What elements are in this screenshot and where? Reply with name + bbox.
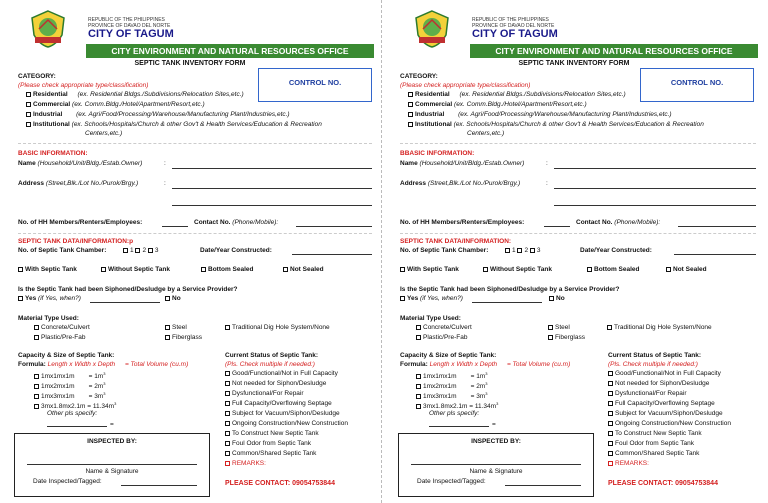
contact-number: PLEASE CONTACT: 09054753844 bbox=[225, 480, 335, 487]
control-number-box[interactable]: CONTROL NO. bbox=[258, 68, 372, 102]
members-label: No. of HH Members/Renters/Employees: bbox=[18, 219, 143, 226]
checkbox[interactable] bbox=[483, 267, 488, 272]
chamber-label: No. of Septic Tank Chamber: bbox=[18, 247, 107, 254]
inspection-box bbox=[398, 433, 594, 497]
category-industrial[interactable]: Industrial (ex. Agri/Food/Processing/Warehouse/Manufacturing Plant/Industries,etc.) bbox=[26, 111, 290, 119]
checkbox[interactable] bbox=[165, 335, 170, 340]
size-2[interactable]: $1mx2mx1m = 2m^3$ bbox=[34, 380, 105, 391]
checkbox[interactable] bbox=[34, 335, 39, 340]
status-item[interactable]: Foul Odor from Septic Tank bbox=[608, 440, 694, 448]
material-fiberglass[interactable]: Fiberglass bbox=[548, 334, 585, 342]
checkbox[interactable] bbox=[225, 381, 230, 386]
material-heading: Material Type Used: bbox=[18, 315, 79, 322]
size-1[interactable]: $1mx1mx1m = 1m^3$ bbox=[34, 370, 105, 381]
material-steel[interactable]: Steel bbox=[548, 324, 570, 332]
category-instruction: (Please check appropriate type/classification) bbox=[400, 82, 531, 89]
option-bottom-sealed[interactable]: Bottom Sealed bbox=[201, 266, 254, 274]
checkbox[interactable] bbox=[408, 102, 413, 107]
address-field[interactable] bbox=[554, 188, 756, 189]
checkbox[interactable] bbox=[408, 122, 413, 127]
checkbox[interactable] bbox=[608, 411, 613, 416]
inspected-heading: INSPECTED BY: bbox=[87, 438, 137, 445]
size-other-label: Other pls specify: bbox=[47, 410, 98, 417]
checkbox[interactable] bbox=[225, 411, 230, 416]
contact-field[interactable] bbox=[296, 226, 372, 227]
signature-field[interactable] bbox=[27, 464, 197, 465]
checkbox[interactable] bbox=[416, 325, 421, 330]
name-colon: : bbox=[546, 160, 548, 167]
members-field[interactable] bbox=[162, 226, 188, 227]
size-1[interactable]: $1mx1mx1m = 1m^3$ bbox=[416, 370, 487, 381]
name-signature-label: Name & Signature bbox=[469, 468, 523, 475]
material-concrete[interactable]: Concrete/Culvert bbox=[416, 324, 472, 332]
option-without-tank[interactable]: Without Septic Tank bbox=[101, 266, 170, 274]
siphon-question: Is the Septic Tank had been Siphoned/Desludge by a Service Provider? bbox=[18, 286, 238, 293]
checkbox[interactable] bbox=[225, 451, 230, 456]
checkbox[interactable] bbox=[416, 394, 421, 399]
checkbox[interactable] bbox=[26, 112, 31, 117]
category-institutional-cont: Centers,etc.) bbox=[467, 130, 505, 137]
status-remarks[interactable]: REMARKS: bbox=[608, 460, 649, 468]
checkbox[interactable] bbox=[225, 401, 230, 406]
category-commercial[interactable]: Commercial (ex. Comm.Bldg./Hotel/Apartment/Resort,etc.) bbox=[408, 101, 587, 109]
name-signature-label: Name & Signature bbox=[85, 468, 139, 475]
checkbox[interactable] bbox=[408, 92, 413, 97]
contact-field[interactable] bbox=[678, 226, 756, 227]
checkbox[interactable] bbox=[26, 102, 31, 107]
inspected-heading: INSPECTED BY: bbox=[471, 438, 521, 445]
material-concrete[interactable]: Concrete/Culvert bbox=[34, 324, 90, 332]
size-3[interactable]: $1mx3mx1m = 3m^3$ bbox=[416, 390, 487, 401]
checkbox[interactable] bbox=[416, 374, 421, 379]
checkbox[interactable] bbox=[135, 248, 140, 253]
checkbox[interactable] bbox=[587, 267, 592, 272]
checkbox[interactable] bbox=[18, 296, 23, 301]
category-instruction: (Please check appropriate type/classification) bbox=[18, 82, 149, 89]
address-colon: : bbox=[546, 180, 548, 187]
checkbox[interactable] bbox=[225, 431, 230, 436]
checkbox[interactable] bbox=[530, 248, 535, 253]
status-item[interactable]: Dysfunctional/For Repair bbox=[225, 390, 304, 398]
checkbox[interactable] bbox=[416, 404, 421, 409]
status-item[interactable]: Not needed for Siphon/Desludge bbox=[225, 380, 326, 388]
contact-label: Contact No. (Phone/Mobile): bbox=[194, 219, 279, 226]
header-office-banner: CITY ENVIRONMENT AND NATURAL RESOURCES OFFICE bbox=[86, 44, 374, 58]
status-item[interactable]: Common/Shared Septic Tank bbox=[225, 450, 316, 458]
option-not-sealed[interactable]: Not Sealed bbox=[283, 266, 324, 274]
capacity-formula: Formula: Length x Width x Depth = Total Volume (cu.m) bbox=[400, 361, 571, 368]
header-republic: REPUBLIC OF THE PHILIPPINES PROVINCE OF DAVAO DEL NORTE bbox=[88, 17, 171, 29]
checkbox[interactable] bbox=[416, 335, 421, 340]
checkbox[interactable] bbox=[225, 371, 230, 376]
checkbox[interactable] bbox=[608, 381, 613, 386]
address-field[interactable] bbox=[172, 188, 372, 189]
checkbox[interactable] bbox=[548, 325, 553, 330]
status-heading: Current Status of Septic Tank: bbox=[225, 352, 319, 359]
form-title: SEPTIC TANK INVENTORY FORM bbox=[518, 60, 630, 67]
checkbox[interactable] bbox=[201, 267, 206, 272]
checkbox[interactable] bbox=[608, 441, 613, 446]
name-field[interactable] bbox=[172, 168, 372, 169]
status-hint: (Pls. Check multiple if needed:) bbox=[225, 361, 315, 368]
control-number-box[interactable]: CONTROL NO. bbox=[640, 68, 754, 102]
status-item[interactable]: To Construct New Septic Tank bbox=[608, 430, 702, 438]
basic-heading: BBASIC INFORMATION: bbox=[400, 150, 475, 157]
size-4[interactable]: $3mx1.8mx2.1m = 11.34m^3$ bbox=[34, 400, 116, 411]
date-constructed-field[interactable] bbox=[674, 254, 756, 255]
status-item[interactable]: Common/Shared Septic Tank bbox=[608, 450, 699, 458]
option-with-tank[interactable]: With Septic Tank bbox=[400, 266, 459, 274]
checkbox[interactable] bbox=[549, 296, 554, 301]
name-field[interactable] bbox=[554, 168, 756, 169]
size-other-field[interactable] bbox=[47, 426, 107, 427]
separator bbox=[400, 233, 756, 234]
capacity-heading: Capacity & Size of Septic Tank: bbox=[18, 352, 115, 359]
status-item[interactable]: Subject for Vacuum/Siphon/Desludge bbox=[608, 410, 723, 418]
status-hint: (Pls. Check multiple if needed:) bbox=[608, 361, 698, 368]
checkbox[interactable] bbox=[34, 325, 39, 330]
size-4[interactable]: $3mx1.8mx2.1m = 11.34m^3$ bbox=[416, 400, 498, 411]
option-without-tank[interactable]: Without Septic Tank bbox=[483, 266, 552, 274]
material-traditional[interactable]: Traditional Dig Hole System/None bbox=[607, 324, 712, 332]
checkbox[interactable] bbox=[608, 391, 613, 396]
status-item[interactable]: Ongoing Construction/New Construction bbox=[608, 420, 731, 428]
material-steel[interactable]: Steel bbox=[165, 324, 187, 332]
header-city: CITY OF TAGUM bbox=[472, 28, 558, 40]
checkbox[interactable] bbox=[34, 374, 39, 379]
status-item[interactable]: Dysfunctional/For Repair bbox=[608, 390, 687, 398]
date-inspected-label: Date Inspected/Tagged: bbox=[417, 478, 486, 485]
members-field[interactable] bbox=[544, 226, 570, 227]
size-other-field[interactable] bbox=[429, 426, 489, 427]
checkbox[interactable] bbox=[505, 248, 510, 253]
category-institutional-cont: Centers,etc.) bbox=[85, 130, 123, 137]
signature-field[interactable] bbox=[411, 464, 581, 465]
siphon-yes[interactable]: Yes (if Yes, when?) bbox=[18, 295, 81, 303]
date-inspected-label: Date Inspected/Tagged: bbox=[33, 478, 102, 485]
separator bbox=[18, 233, 372, 234]
checkbox[interactable] bbox=[548, 335, 553, 340]
checkbox[interactable] bbox=[607, 325, 612, 330]
status-item[interactable]: Good/Functional/Not in Full Capacity bbox=[225, 370, 338, 378]
checkbox[interactable] bbox=[101, 267, 106, 272]
category-institutional[interactable]: Institutional (ex. Schools/Hospitals/Church & other Gov't & Health Services/Education & Recreation bbox=[26, 121, 322, 129]
category-residential[interactable]: Residential (ex. Residential Bldgs./Subdivisions/Relocation Sites,etc.) bbox=[26, 91, 244, 99]
address-field-2[interactable] bbox=[172, 205, 372, 206]
checkbox[interactable] bbox=[225, 391, 230, 396]
category-institutional[interactable]: Institutional (ex. Schools/Hospitals/Church & other Gov't & Health Services/Education & Recreation bbox=[408, 121, 704, 129]
checkbox[interactable] bbox=[517, 248, 522, 253]
siphon-no[interactable]: No bbox=[549, 295, 565, 303]
header-office-banner: CITY ENVIRONMENT AND NATURAL RESOURCES OFFICE bbox=[470, 44, 758, 58]
checkbox[interactable] bbox=[34, 384, 39, 389]
chamber-options[interactable]: 1 2 3 bbox=[505, 247, 541, 255]
date-constructed-label: Date/Year Constructed: bbox=[200, 247, 272, 254]
category-commercial[interactable]: Commercial (ex. Comm.Bldg./Hotel/Apartment/Resort,etc.) bbox=[26, 101, 205, 109]
checkbox[interactable] bbox=[26, 92, 31, 97]
separator bbox=[18, 143, 372, 144]
option-with-tank[interactable]: With Septic Tank bbox=[18, 266, 77, 274]
form-copy-right bbox=[384, 0, 764, 503]
septic-heading: SEPTIC TANK DATA/INFORMATION: bbox=[400, 238, 512, 245]
separator bbox=[400, 143, 756, 144]
checkbox[interactable] bbox=[416, 384, 421, 389]
date-inspected-field[interactable] bbox=[121, 485, 197, 486]
address-label: Address (Street,Blk./Lot No./Purok/Brgy.) bbox=[400, 180, 521, 187]
category-residential[interactable]: Residential (ex. Residential Bldgs./Subdivisions/Relocation Sites,etc.) bbox=[408, 91, 626, 99]
siphon-when-field[interactable] bbox=[90, 302, 160, 303]
checkbox[interactable] bbox=[225, 325, 230, 330]
checkbox[interactable] bbox=[34, 404, 39, 409]
name-label: Name (Household/Unit/Bldg./Estab.Owner) bbox=[400, 160, 525, 167]
status-heading: Current Status of Septic Tank: bbox=[608, 352, 702, 359]
checkbox[interactable] bbox=[408, 112, 413, 117]
address-colon: : bbox=[164, 180, 166, 187]
checkbox[interactable] bbox=[34, 394, 39, 399]
chamber-label: No. of Septic Tank Chamber: bbox=[400, 247, 489, 254]
checkbox[interactable] bbox=[225, 461, 230, 466]
date-inspected-field[interactable] bbox=[505, 485, 581, 486]
checkbox[interactable] bbox=[225, 441, 230, 446]
members-label: No. of HH Members/Renters/Employees: bbox=[400, 219, 525, 226]
page-divider bbox=[381, 0, 382, 503]
checkbox[interactable] bbox=[165, 296, 170, 301]
siphon-when-field[interactable] bbox=[472, 302, 542, 303]
contact-label: Contact No. (Phone/Mobile): bbox=[576, 219, 661, 226]
category-heading: CATEGORY: bbox=[400, 73, 438, 80]
status-item[interactable]: To Construct New Septic Tank bbox=[225, 430, 319, 438]
contact-number: PLEASE CONTACT: 09054753844 bbox=[608, 480, 718, 487]
option-not-sealed[interactable]: Not Sealed bbox=[666, 266, 707, 274]
checkbox[interactable] bbox=[608, 461, 613, 466]
chamber-options[interactable]: 1 2 3 bbox=[123, 247, 159, 255]
checkbox[interactable] bbox=[400, 267, 405, 272]
siphon-yes[interactable]: Yes (if Yes, when?) bbox=[400, 295, 463, 303]
status-remarks[interactable]: REMARKS: bbox=[225, 460, 266, 468]
capacity-formula: Formula: Length x Width x Depth = Total Volume (cu.m) bbox=[18, 361, 189, 368]
size-other-eq: = bbox=[492, 421, 496, 428]
material-traditional[interactable]: Traditional Dig Hole System/None bbox=[225, 324, 330, 332]
form-title: SEPTIC TANK INVENTORY FORM bbox=[134, 60, 246, 67]
checkbox[interactable] bbox=[283, 267, 288, 272]
option-bottom-sealed[interactable]: Bottom Sealed bbox=[587, 266, 640, 274]
checkbox[interactable] bbox=[225, 421, 230, 426]
checkbox[interactable] bbox=[165, 325, 170, 330]
checkbox[interactable] bbox=[608, 451, 613, 456]
date-constructed-field[interactable] bbox=[292, 254, 372, 255]
checkbox[interactable] bbox=[666, 267, 671, 272]
septic-heading: SEPTIC TANK DATA/INFORMATION:p bbox=[18, 238, 134, 245]
address-label: Address (Street,Blk./Lot No./Purok/Brgy.) bbox=[18, 180, 139, 187]
city-seal-logo bbox=[28, 9, 68, 49]
city-seal-logo bbox=[412, 9, 452, 49]
category-industrial[interactable]: Industrial (ex. Agri/Food/Processing/Warehouse/Manufacturing Plant/Industries,etc.) bbox=[408, 111, 672, 119]
material-plastic[interactable]: Plastic/Pre-Fab bbox=[416, 334, 467, 342]
size-3[interactable]: $1mx3mx1m = 3m^3$ bbox=[34, 390, 105, 401]
status-item[interactable]: Subject for Vacuum/Siphon/Desludge bbox=[225, 410, 340, 418]
checkbox[interactable] bbox=[123, 248, 128, 253]
checkbox[interactable] bbox=[608, 431, 613, 436]
inspection-box bbox=[14, 433, 210, 497]
header-republic: REPUBLIC OF THE PHILIPPINES PROVINCE OF DAVAO DEL NORTE bbox=[472, 17, 555, 29]
status-item[interactable]: Full Capacity/Overflowing Septage bbox=[608, 400, 715, 408]
checkbox[interactable] bbox=[148, 248, 153, 253]
material-fiberglass[interactable]: Fiberglass bbox=[165, 334, 202, 342]
siphon-no[interactable]: No bbox=[165, 295, 181, 303]
size-other-eq: = bbox=[110, 421, 114, 428]
checkbox[interactable] bbox=[608, 401, 613, 406]
checkbox[interactable] bbox=[26, 122, 31, 127]
size-other-label: Other pls specify: bbox=[429, 410, 480, 417]
name-label: Name (Household/Unit/Bldg./Estab.Owner) bbox=[18, 160, 143, 167]
status-item[interactable]: Good/Functional/Not in Full Capacity bbox=[608, 370, 721, 378]
checkbox[interactable] bbox=[400, 296, 405, 301]
address-field-2[interactable] bbox=[554, 205, 756, 206]
capacity-heading: Capacity & Size of Septic Tank: bbox=[400, 352, 497, 359]
category-heading: CATEGORY: bbox=[18, 73, 56, 80]
form-copy-left bbox=[0, 0, 380, 503]
name-colon: : bbox=[164, 160, 166, 167]
header-city: CITY OF TAGUM bbox=[88, 28, 174, 40]
checkbox[interactable] bbox=[608, 371, 613, 376]
material-plastic[interactable]: Plastic/Pre-Fab bbox=[34, 334, 85, 342]
basic-heading: BASIC INFORMATION: bbox=[18, 150, 88, 157]
date-constructed-label: Date/Year Constructed: bbox=[580, 247, 652, 254]
checkbox[interactable] bbox=[608, 421, 613, 426]
siphon-question: Is the Septic Tank had been Siphoned/Desludge by a Service Provider? bbox=[400, 286, 620, 293]
status-item[interactable]: Ongoing Construction/New Construction bbox=[225, 420, 348, 428]
status-item[interactable]: Foul Odor from Septic Tank bbox=[225, 440, 311, 448]
status-item[interactable]: Not needed for Siphon/Desludge bbox=[608, 380, 709, 388]
checkbox[interactable] bbox=[18, 267, 23, 272]
status-item[interactable]: Full Capacity/Overflowing Septage bbox=[225, 400, 332, 408]
material-heading: Material Type Used: bbox=[400, 315, 461, 322]
size-2[interactable]: $1mx2mx1m = 2m^3$ bbox=[416, 380, 487, 391]
